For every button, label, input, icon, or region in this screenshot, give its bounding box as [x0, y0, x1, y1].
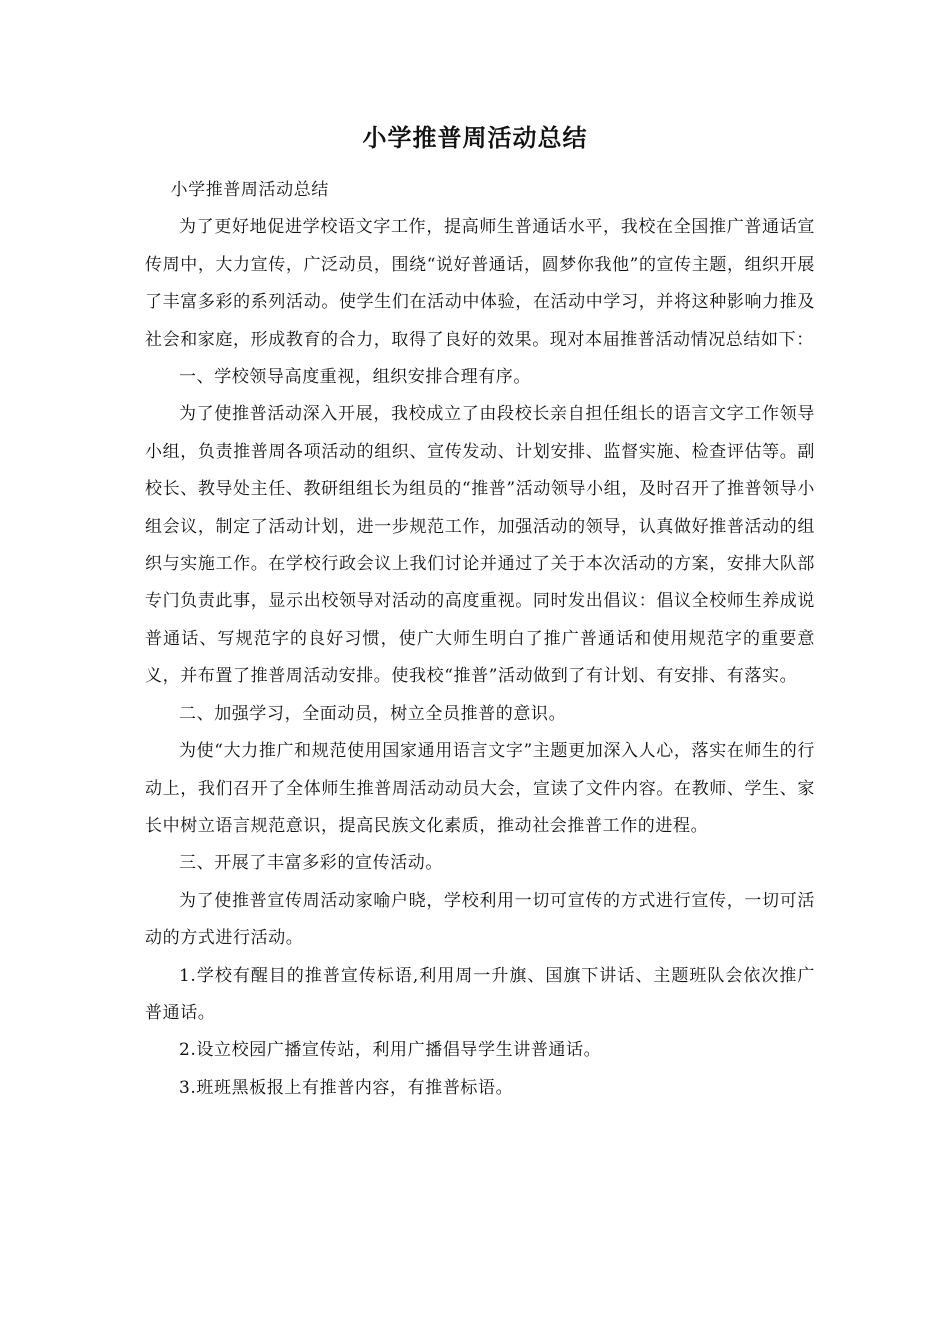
document-title: 小学推普周活动总结 — [362, 124, 588, 152]
document-body — [145, 172, 815, 1107]
paragraph-section-2: 为使“大力推广和规范使用国家通用语言文字”主题更加深入人心，落实在师生的行动上，我们召开了全体师生推普周活动动员大会，宣读了文件内容。在教师、学生、家长中树立语言规范意识，提高民族文化素质，推动社会推普工作的进程。 — [145, 741, 815, 836]
paragraph-intro: 为了更好地促进学校语文字工作，提高师生普通话水平，我校在全国推广普通话宣传周中，大力宣传，广泛动员，围绕“说好普通话，圆梦你我他”的宣传主题，组织开展了丰富多彩的系列活动。使学生们在活动中体验，在活动中学习，并将这种影响力推及社会和家庭，形成教育的合力，取得了良好的效果。现对本届推普活动情况总结如下： — [145, 217, 815, 350]
list-item-1: 1.学校有醒目的推普宣传标语,利用周一升旗、国旗下讲话、主题班队会依次推广普通话。 — [145, 965, 815, 1023]
document-subtitle: 小学推普周活动总结 — [170, 180, 329, 200]
section-heading-3: 三、开展了丰富多彩的宣传活动。 — [179, 853, 443, 874]
list-item-3: 3.班班黑板报上有推普内容，有推普标语。 — [179, 1077, 514, 1098]
paragraph-section-3: 为了使推普宣传周活动家喻户晓，学校利用一切可宣传的方式进行宣传，一切可活动的方式进行活动。 — [145, 890, 815, 949]
section-heading-1: 一、学校领导高度重视，组织安排合理有序。 — [179, 367, 531, 388]
paragraph-section-1: 为了使推普活动深入开展，我校成立了由段校长亲自担任组长的语言文字工作领导小组，负责推普周各项活动的组织、宣传发动、计划安排、监督实施、检查评估等。副校长、教导处主任、教研组组长为组员的“推普”活动领导小组，及时召开了推普领导小组会议，制定了活动计划，进一步规范工作，加强活动的领导，认真做好推普活动的组织与实施工作。在学校行政会议上我们讨论并通过了关于本次活动的方案，安排大队部专门负责此事，显示出校领导对活动的高度重视。同时发出倡议：倡议全校师生养成说普通话、写规范字的良好习惯，使广大师生明白了推广普通话和使用规范字的重要意义，并布置了推普周活动安排。使我校“推普”活动做到了有计划、有安排、有落实。 — [145, 404, 815, 687]
section-heading-2: 二、加强学习，全面动员，树立全员推普的意识。 — [179, 703, 567, 724]
list-item-2: 2.设立校园广播宣传站，利用广播倡导学生讲普通话。 — [179, 1040, 602, 1061]
